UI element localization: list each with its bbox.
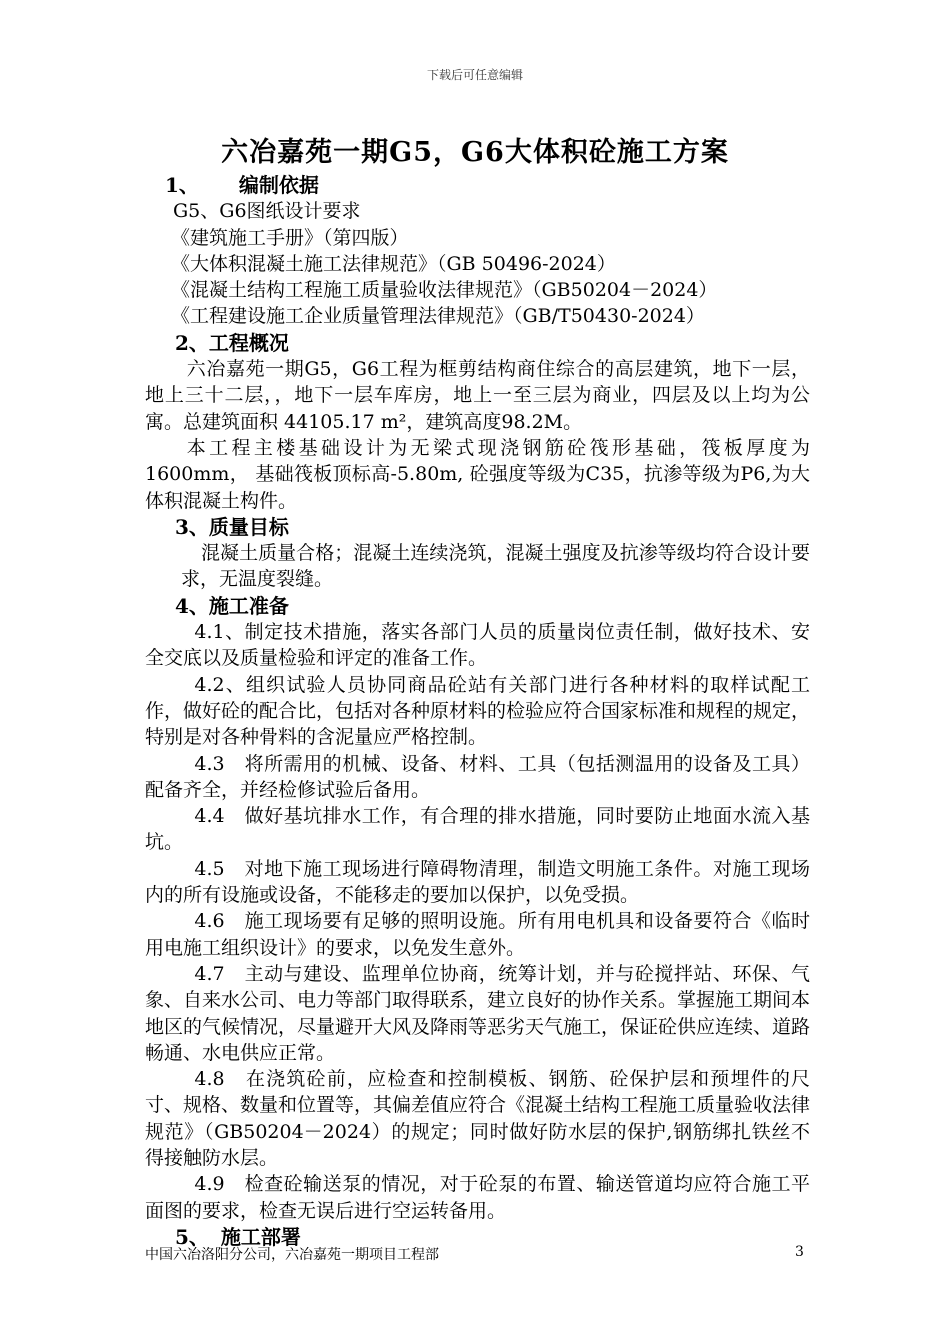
reference-item: G5、G6图纸设计要求	[173, 200, 361, 223]
section-4-heading: 4、施工准备	[175, 593, 289, 618]
prep-item-4-7: 4.7 主动与建设、监理单位协商，统筹计划，并与砼搅拌站、环保、气象、自来水公司、电力等部门取得联系，建立良好的协作关系。掌握施工期间本地区的气候情况，尽量避开大风及降雨等恶劣天气施工，保证砼供应连续、道路畅通、水电供应正常。	[145, 962, 811, 1064]
header-note: 下载后可任意编辑	[426, 68, 523, 82]
section-3-heading: 3、质量目标	[175, 514, 289, 539]
prep-item-4-3: 4.3 将所需用的机械、设备、材料、工具（包括测温用的设备及工具）配备齐全，并经检修试验后备用。	[145, 752, 810, 801]
foundation-paragraph: 本工程主楼基础设计为无梁式现浇钢筋砼筏形基础，筏板厚度为1600mm， 基础筏板顶标高-5.80m, 砼强度等级为C35，抗渗等级为P6,为大体积混凝土构件。	[145, 436, 810, 512]
reference-item: 《建筑施工手册》（第四版）	[171, 226, 409, 249]
section-1-number: 1、	[165, 173, 199, 197]
prep-item-4-6: 4.6 施工现场要有足够的照明设施。所有用电机具和设备要符合《临时用电施工组织设计》的要求，以免发生意外。	[145, 910, 810, 959]
reference-item: 《工程建设施工企业质量管理法律规范》（GB/T50430-2024）	[171, 305, 705, 328]
page-number: 3	[795, 1244, 804, 1260]
section-1-heading	[145, 172, 810, 198]
prep-item-4-9: 4.9 检查砼输送泵的情况，对于砼泵的布置、输送管道均应符合施工平面图的要求，检查无误后进行空运转备用。	[145, 1173, 810, 1222]
prep-item-4-2: 4.2、组织试验人员协同商品砼站有关部门进行各种材料的取样试配工作，做好砼的配合比，包括对各种原材料的检验应符合国家标准和规程的规定，特别是对各种骨料的含泥量应严格控制。	[145, 673, 811, 749]
quality-goal-paragraph: 混凝土质量合格；混凝土连续浇筑，混凝土强度及抗渗等级均符合设计要求，无温度裂缝。	[181, 542, 810, 591]
document-body	[145, 172, 810, 1250]
footer-organization: 中国六冶洛阳分公司，六冶嘉苑一期项目工程部	[145, 1247, 439, 1263]
prep-item-4-5: 4.5 对地下施工现场进行障碍物清理，制造文明施工条件。对施工现场内的所有设施或设备，不能移走的要加以保护，以免受损。	[145, 857, 810, 907]
section-2-heading: 2、工程概况	[175, 330, 289, 355]
prep-item-4-4: 4.4 做好基坑排水工作，有合理的排水措施，同时要防止地面水流入基坑。	[145, 805, 810, 854]
project-overview-paragraph: 六冶嘉苑一期G5，G6工程为框剪结构商住综合的高层建筑，地下一层，地上三十二层，，地下一层车库房，地上一至三层为商业，四层及以上均为公寓。总建筑面积 44105.17 m²，建筑高度98.2M。	[145, 358, 810, 433]
section-5-title: 施工部署	[220, 1224, 301, 1249]
section-1-title: 编制依据	[238, 173, 319, 197]
section-5-number: 5、	[175, 1224, 209, 1249]
document-title: 六冶嘉苑一期G5，G6大体积砼施工方案	[221, 137, 729, 168]
prep-item-4-1: 4.1、制定技术措施，落实各部门人员的质量岗位责任制，做好技术、安全交底以及质量检验和评定的准备工作。	[145, 621, 810, 670]
reference-item: 《混凝土结构工程施工质量验收法律规范》（GB50204－2024）	[171, 279, 718, 302]
prep-item-4-8: 4.8 在浇筑砼前，应检查和控制模板、钢筋、砼保护层和预埋件的尺寸、规格、数量和位置等，其偏差值应符合《混凝土结构工程施工质量验收法律规范》（GB50204－2024）的规定；同时做好防水层的保护,钢筋绑扎铁丝不得接触防水层。	[145, 1068, 811, 1169]
reference-item: 《大体积混凝土施工法律规范》（GB 50496-2024）	[171, 252, 616, 275]
